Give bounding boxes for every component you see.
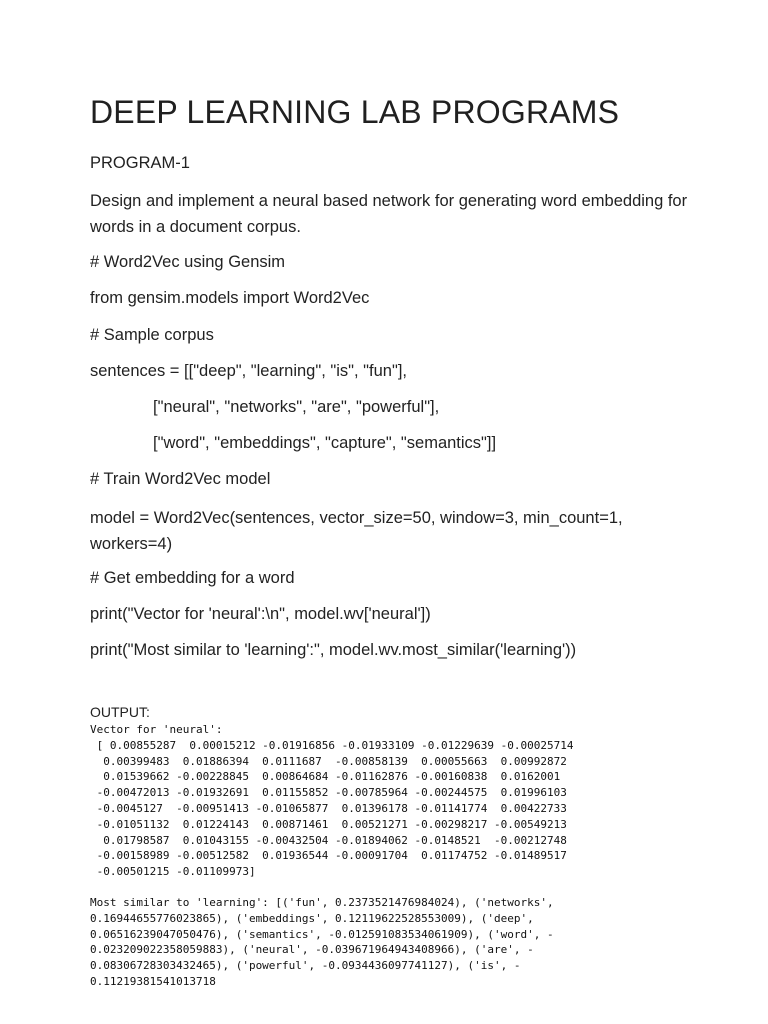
code-line: # Sample corpus (90, 326, 214, 344)
code-line: model = Word2Vec(sentences, vector_size=50, window=3, min_count=1, workers=4) (90, 509, 623, 553)
output-label: OUTPUT: (90, 704, 150, 720)
code-line: # Get embedding for a word (90, 569, 295, 587)
code-line: print("Most similar to 'learning':", model.wv.most_similar('learning')) (90, 641, 577, 659)
code-line: sentences = [["deep", "learning", "is", "fun"], (90, 362, 407, 380)
code-line: # Train Word2Vec model (90, 470, 271, 488)
code-line: print("Vector for 'neural':\n", model.wv['neural']) (90, 605, 431, 623)
code-line: # Word2Vec using Gensim (90, 253, 286, 271)
output-similar-block: Most similar to 'learning': [('fun', 0.2373521476984024), ('networks', 0.16944655776023865), ('embeddings', 0.12119622528553009), ('deep', 0.06516239047050476), ('semantics', -0.012591083534061909), ('word', - 0.023209022358059883), ('neural', -0.039671964943408966), ('are', - 0.08306728303432465), ('powerful', -0.0934436097741127), ('is', - 0.11219381541013718 (90, 896, 554, 988)
code-line: from gensim.models import Word2Vec (90, 289, 370, 307)
page-title: DEEP LEARNING LAB PROGRAMS (90, 94, 620, 130)
program-label: PROGRAM-1 (90, 154, 190, 172)
output-vector-block: Vector for 'neural': [ 0.00855287 0.00015212 -0.01916856 -0.01933109 -0.01229639 -0.00025714 0.00399483 0.01886394 0.0111687 -0.00858139 0.00055663 0.00992872 0.01539662 -0.00228845 0.00864684 -0.01162876 -0.00160838 0.0162001 -0.00472013 -0.01932691 0.01155852 -0.00785964 -0.00244575 0.01996103 -0.0045127 -0.00951413 -0.01065877 0.01396178 -0.01141774 0.00422733 -0.01051132 0.01224143 0.00871461 0.00521271 -0.00298217 -0.00549213 0.01798587 0.01043155 -0.00432504 -0.01894062 -0.0148521 -0.00212748 -0.00158989 -0.00512582 0.01936544 -0.00091704 0.01174752 -0.01489517 -0.00501215 -0.01109973] (90, 723, 574, 879)
code-line: ["neural", "networks", "are", "powerful"], (153, 398, 440, 416)
program-description: Design and implement a neural based network for generating word embedding for words in a document corpus. (90, 192, 688, 236)
code-line: ["word", "embeddings", "capture", "semantics"]] (153, 434, 497, 452)
